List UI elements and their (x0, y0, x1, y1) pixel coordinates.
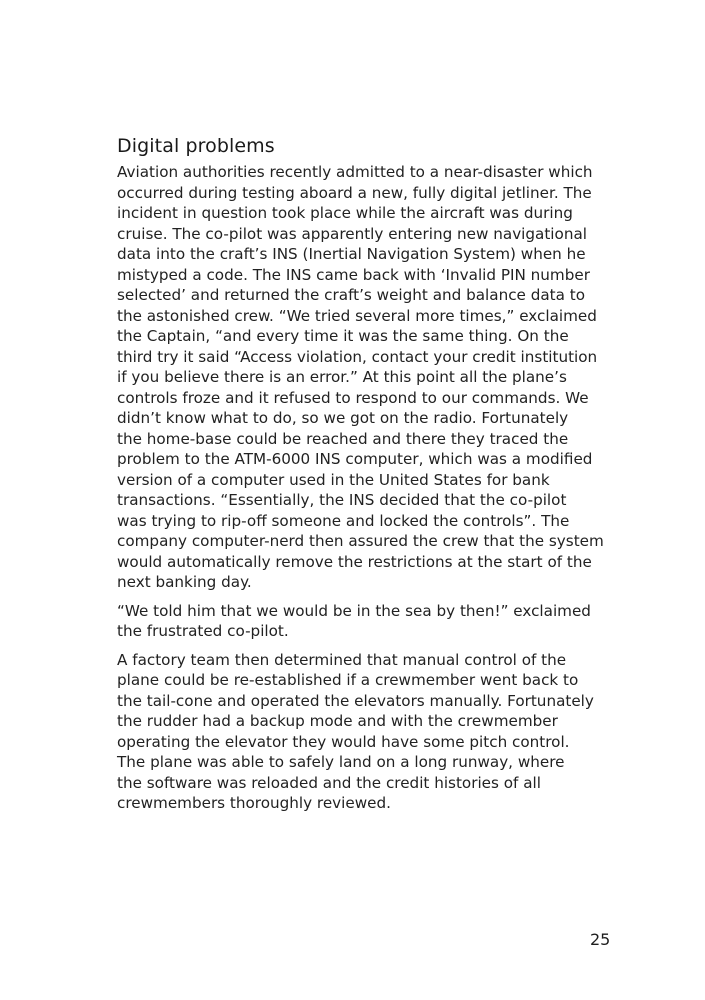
text-line: incident in question took place while the aircraft was during (117, 204, 573, 222)
page-number: 25 (590, 930, 611, 949)
text-line: would automatically remove the restrictions at the start of the (117, 552, 592, 571)
text-line: was trying to rip-off someone and locked the controls”. The (117, 511, 570, 530)
text-line: transactions. “Essentially, the INS decided that the co-pilot (117, 491, 567, 509)
text-line: The plane was able to safely land on a long runway, where (117, 753, 565, 771)
text-line: next banking day. (117, 573, 252, 591)
text-line: controls froze and it refused to respond to our commands. We (117, 388, 589, 407)
text-line: plane could be re-established if a crewmember went back to (117, 671, 579, 689)
text-line: data into the craft’s INS (Inertial Navigation System) when he (117, 245, 586, 263)
body-paragraph (117, 162, 617, 593)
text-line: problem to the ATM-6000 INS computer, which was a modified (117, 450, 593, 468)
text-line: selected’ and returned the craft’s weight and balance data to (117, 286, 586, 304)
text-line: operating the elevator they would have some pitch control. (117, 732, 570, 751)
body-paragraph (117, 601, 617, 642)
text-line: A factory team then determined that manual control of the (117, 650, 567, 669)
body-paragraph (117, 650, 617, 814)
text-line: the rudder had a backup mode and with the crewmember (117, 712, 558, 730)
article-body (117, 162, 617, 822)
text-line: the frustrated co-pilot. (117, 622, 289, 640)
text-line: the software was reloaded and the credit histories of all (117, 773, 541, 792)
text-line: didn’t know what to do, so we got on the radio. Fortunately (117, 409, 569, 427)
text-line: Aviation authorities recently admitted to a near-disaster which (117, 163, 593, 181)
text-line: “We told him that we would be in the sea by then!” exclaimed (117, 601, 591, 620)
text-line: if you believe there is an error.” At this point all the plane’s (117, 368, 567, 386)
text-line: company computer-nerd then assured the crew that the system (117, 532, 604, 550)
text-line: occurred during testing aboard a new, fully digital jetliner. The (117, 183, 592, 202)
text-line: the tail-cone and operated the elevators manually. Fortunately (117, 691, 594, 710)
text-line: crewmembers thoroughly reviewed. (117, 794, 391, 812)
text-line: cruise. The co-pilot was apparently entering new navigational (117, 224, 587, 243)
text-line: the astonished crew. “We tried several more times,” exclaimed (117, 306, 597, 325)
text-line: version of a computer used in the United States for bank (117, 470, 550, 489)
section-heading: Digital problems (117, 135, 275, 157)
text-line: third try it said “Access violation, contact your credit institution (117, 347, 598, 366)
text-line: the home-base could be reached and there they traced the (117, 429, 569, 448)
text-line: the Captain, “and every time it was the same thing. On the (117, 327, 569, 345)
text-line: mistyped a code. The INS came back with ‘Invalid PIN number (117, 265, 590, 284)
